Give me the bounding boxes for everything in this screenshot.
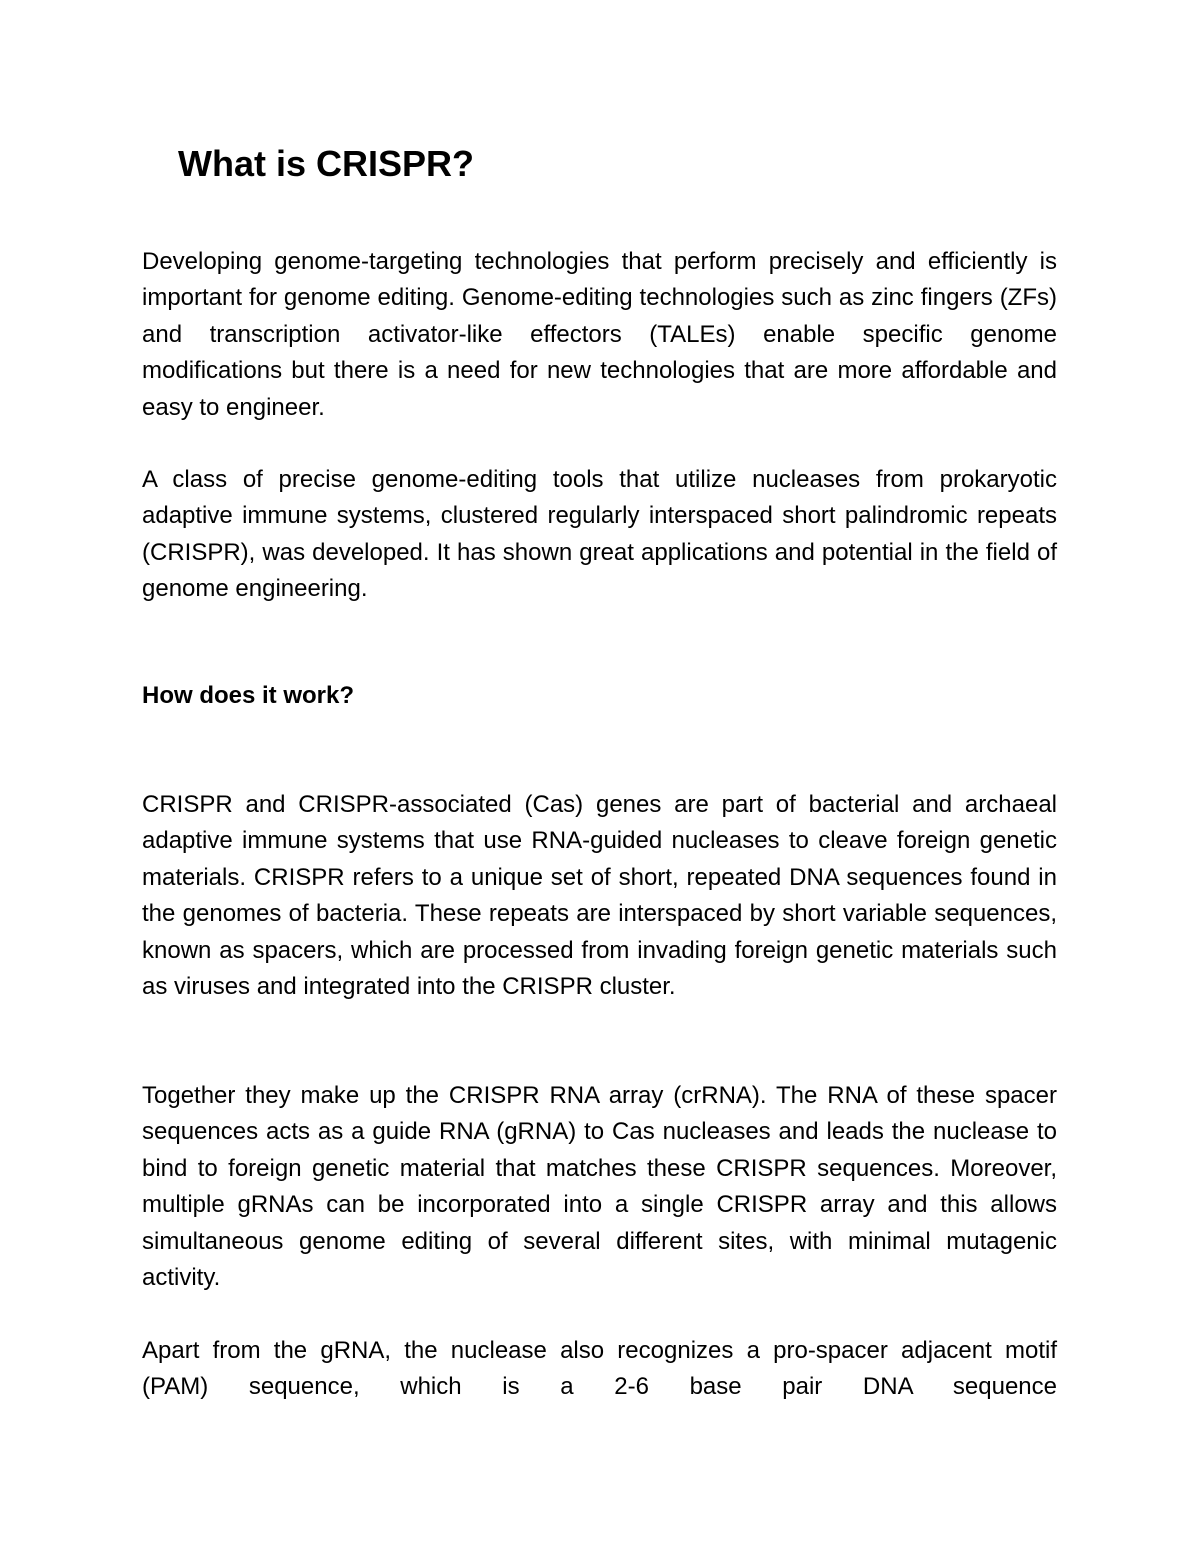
section-heading: How does it work? <box>142 682 355 709</box>
section-paragraph-1: CRISPR and CRISPR-associated (Cas) genes are part of bacterial and archaeal adaptive immune systems that use RNA-guided nucleases to cleave foreign genetic materials. CRISPR refers to a unique set of short, repeated DNA sequences found in the genomes of bacteria. These repeats are interspaced by short variable sequences, known as spacers, which are processed from invading foreign genetic materials such as viruses and integrated into the CRISPR cluster. <box>142 791 1057 1001</box>
intro-paragraph-2: A class of precise genome-editing tools that utilize nucleases from prokaryotic adaptive immune systems, clustered regularly interspaced short palindromic repeats (CRISPR), was developed. It has shown great applications and potential in the field of genome engineering. <box>142 466 1057 603</box>
section-paragraph-2: Together they make up the CRISPR RNA array (crRNA). The RNA of these spacer sequences acts as a guide RNA (gRNA) to Cas nucleases and leads the nuclease to bind to foreign genetic material that matches these CRISPR sequences. Moreover, multiple gRNAs can be incorporated into a single CRISPR array and this allows simultaneous genome editing of several different sites, with minimal mutagenic activity. <box>142 1082 1057 1292</box>
page-title: What is CRISPR? <box>178 143 475 184</box>
section-paragraph-3: Apart from the gRNA, the nuclease also recognizes a pro-spacer adjacent motif (PAM) sequence, which is a 2-6 base pair DNA sequence <box>142 1337 1057 1401</box>
intro-paragraph-1: Developing genome-targeting technologies that perform precisely and efficiently is important for genome editing. Genome-editing technologies such as zinc fingers (ZFs) and transcription activator-like effectors (TALEs) enable specific genome modifications but there is a need for new technologies that are more affordable and easy to engineer. <box>142 248 1057 421</box>
